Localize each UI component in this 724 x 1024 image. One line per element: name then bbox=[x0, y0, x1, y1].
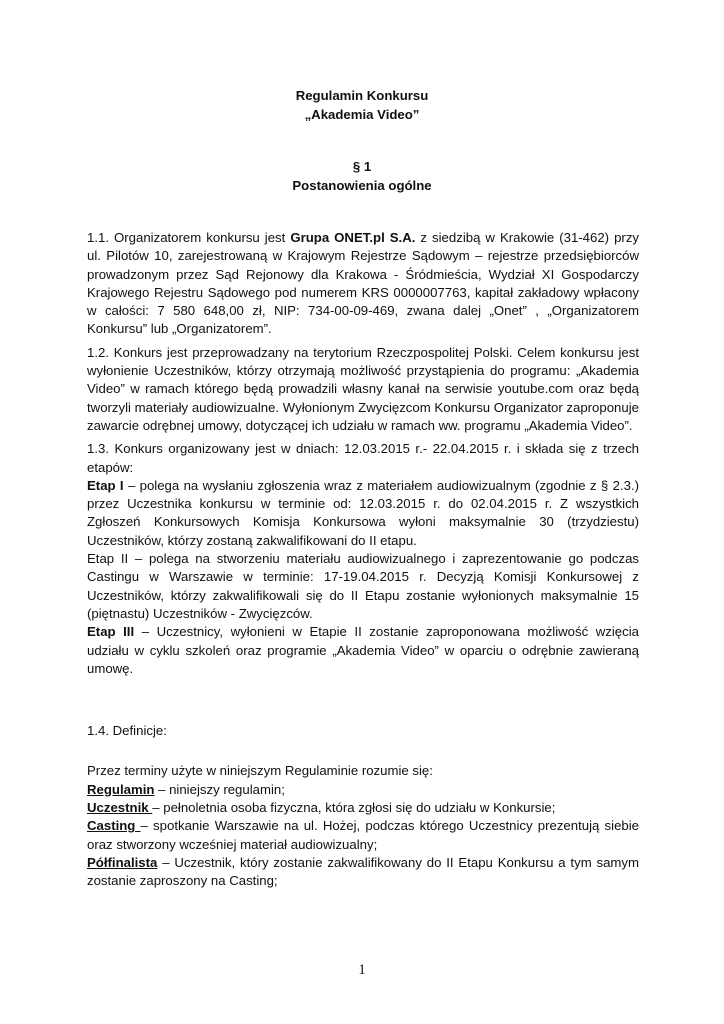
definition-term: Półfinalista bbox=[87, 854, 158, 870]
definition-term: Casting bbox=[87, 818, 141, 834]
etap-1-label: Etap I bbox=[87, 477, 124, 493]
p13-etap-3 bbox=[87, 623, 639, 678]
p14-heading: 1.4. Definicje: bbox=[87, 723, 167, 739]
section-name: Postanowienia ogólne bbox=[292, 178, 432, 193]
p14-intro: Przez terminy użyte w niniejszym Regulaminie rozumie się: bbox=[87, 763, 433, 779]
etap-1-text: – polega na wysłaniu zgłoszenia wraz z materiałem audiowizualnym (zgodnie z § 2.3.) przez Uczestnika konkursu w terminie od: 12.03.2015 r. do 02.04.2015 r. Z wszystkich Zgłoszeń Konkursowych Komisja Konkursowa wyłoni maksymalnie 30 (trzydziestu) Uczestników, którzy zostaną zakwalifikowani do II etapu. bbox=[87, 477, 639, 548]
definition-text: – pełnoletnia osoba fizyczna, która zgłosi się do udziału w Konkursie; bbox=[152, 800, 556, 816]
definition-item bbox=[87, 799, 639, 817]
definition-item bbox=[87, 817, 639, 854]
p13-etap-2: Etap II – polega na stworzeniu materiału audiowizualnego i zaprezentowanie go podczas Castingu w Warszawie w terminie: 17-19.04.2015 r. Decyzją Komisji Konkursowej z Uczestników, którzy zakwalifikowali się do II Etapu zostanie wyłonionych maksymalnie 15 (piętnastu) Uczestników - Zwycięzców. bbox=[87, 551, 639, 621]
paragraph-1-1 bbox=[87, 229, 639, 339]
section-heading bbox=[0, 157, 724, 195]
section-number: § 1 bbox=[352, 159, 372, 174]
title-line-2: „Akademia Video” bbox=[304, 107, 420, 122]
page-number: 1 bbox=[358, 962, 366, 978]
definition-text: – Uczestnik, który zostanie zakwalifikowany do II Etapu Konkursu a tym samym zostanie zaproszony na Casting; bbox=[87, 854, 639, 889]
definitions-list bbox=[87, 781, 639, 891]
etap-3-text: – Uczestnicy, wyłonieni w Etapie II zostanie zaproponowana możliwość wzięcia udziału w cyklu szkoleń oraz programie „Akademia Video” w oparciu o odrębnie zawieraną umowę. bbox=[87, 624, 640, 676]
p13-etap-1 bbox=[87, 477, 639, 550]
p11-pre: 1.1. Organizatorem konkursu jest bbox=[87, 230, 291, 245]
definition-term: Regulamin bbox=[87, 781, 155, 797]
paragraph-1-2: 1.2. Konkurs jest przeprowadzany na terytorium Rzeczpospolitej Polski. Celem konkursu jest wyłonienie Uczestników, którzy otrzymają możliwość przystąpienia do programu: „Akademia Video” w ramach którego będą prowadzili własny kanał na serwisie youtube.com oraz będą tworzyli materiały audiowizualne. Wyłonionym Zwycięzcom Konkursu Organizator zaproponuje zawarcie odrębnej umowy, dotyczącej ich udziału w ramach ww. programu „Akademia Video”. bbox=[87, 344, 639, 433]
p13-intro: 1.3. Konkurs organizowany jest w dniach: 12.03.2015 r.- 22.04.2015 r. i składa się z trzech etapów: bbox=[87, 441, 639, 475]
p11-organizer-name: Grupa ONET.pl S.A. bbox=[290, 230, 416, 245]
definition-item bbox=[87, 781, 639, 799]
etap-3-label: Etap III bbox=[87, 624, 135, 640]
title-line-1: Regulamin Konkursu bbox=[295, 88, 429, 103]
paragraph-1-3 bbox=[87, 440, 639, 678]
definition-term: Uczestnik bbox=[87, 800, 153, 816]
definition-text: – spotkanie Warszawie na ul. Hożej, podczas którego Uczestnicy prezentują siebie oraz stworzony wcześniej materiał audiowizualny; bbox=[87, 818, 639, 852]
p11-post: z siedzibą w Krakowie (31-462) przy ul. Pilotów 10, zarejestrowaną w Krajowym Rejestrze Sądowym – rejestrze przedsiębiorców prowadzonym przez Sąd Rejonowy dla Krakowa - Śródmieścia, Wydział XI Gospodarczy Krajowego Rejestru Sądowego pod numerem KRS 0000007763, kapitał zakładowy wpłacony w całości: 7 580 648,00 zł, NIP: 734-00-09-469, zwana dalej „Onet” , „Organizatorem Konkursu” lub „Organizatorem”. bbox=[87, 230, 640, 337]
definition-item bbox=[87, 854, 639, 891]
document-title bbox=[0, 86, 724, 124]
definition-text: – niniejszy regulamin; bbox=[154, 781, 285, 797]
document-body bbox=[87, 229, 639, 891]
